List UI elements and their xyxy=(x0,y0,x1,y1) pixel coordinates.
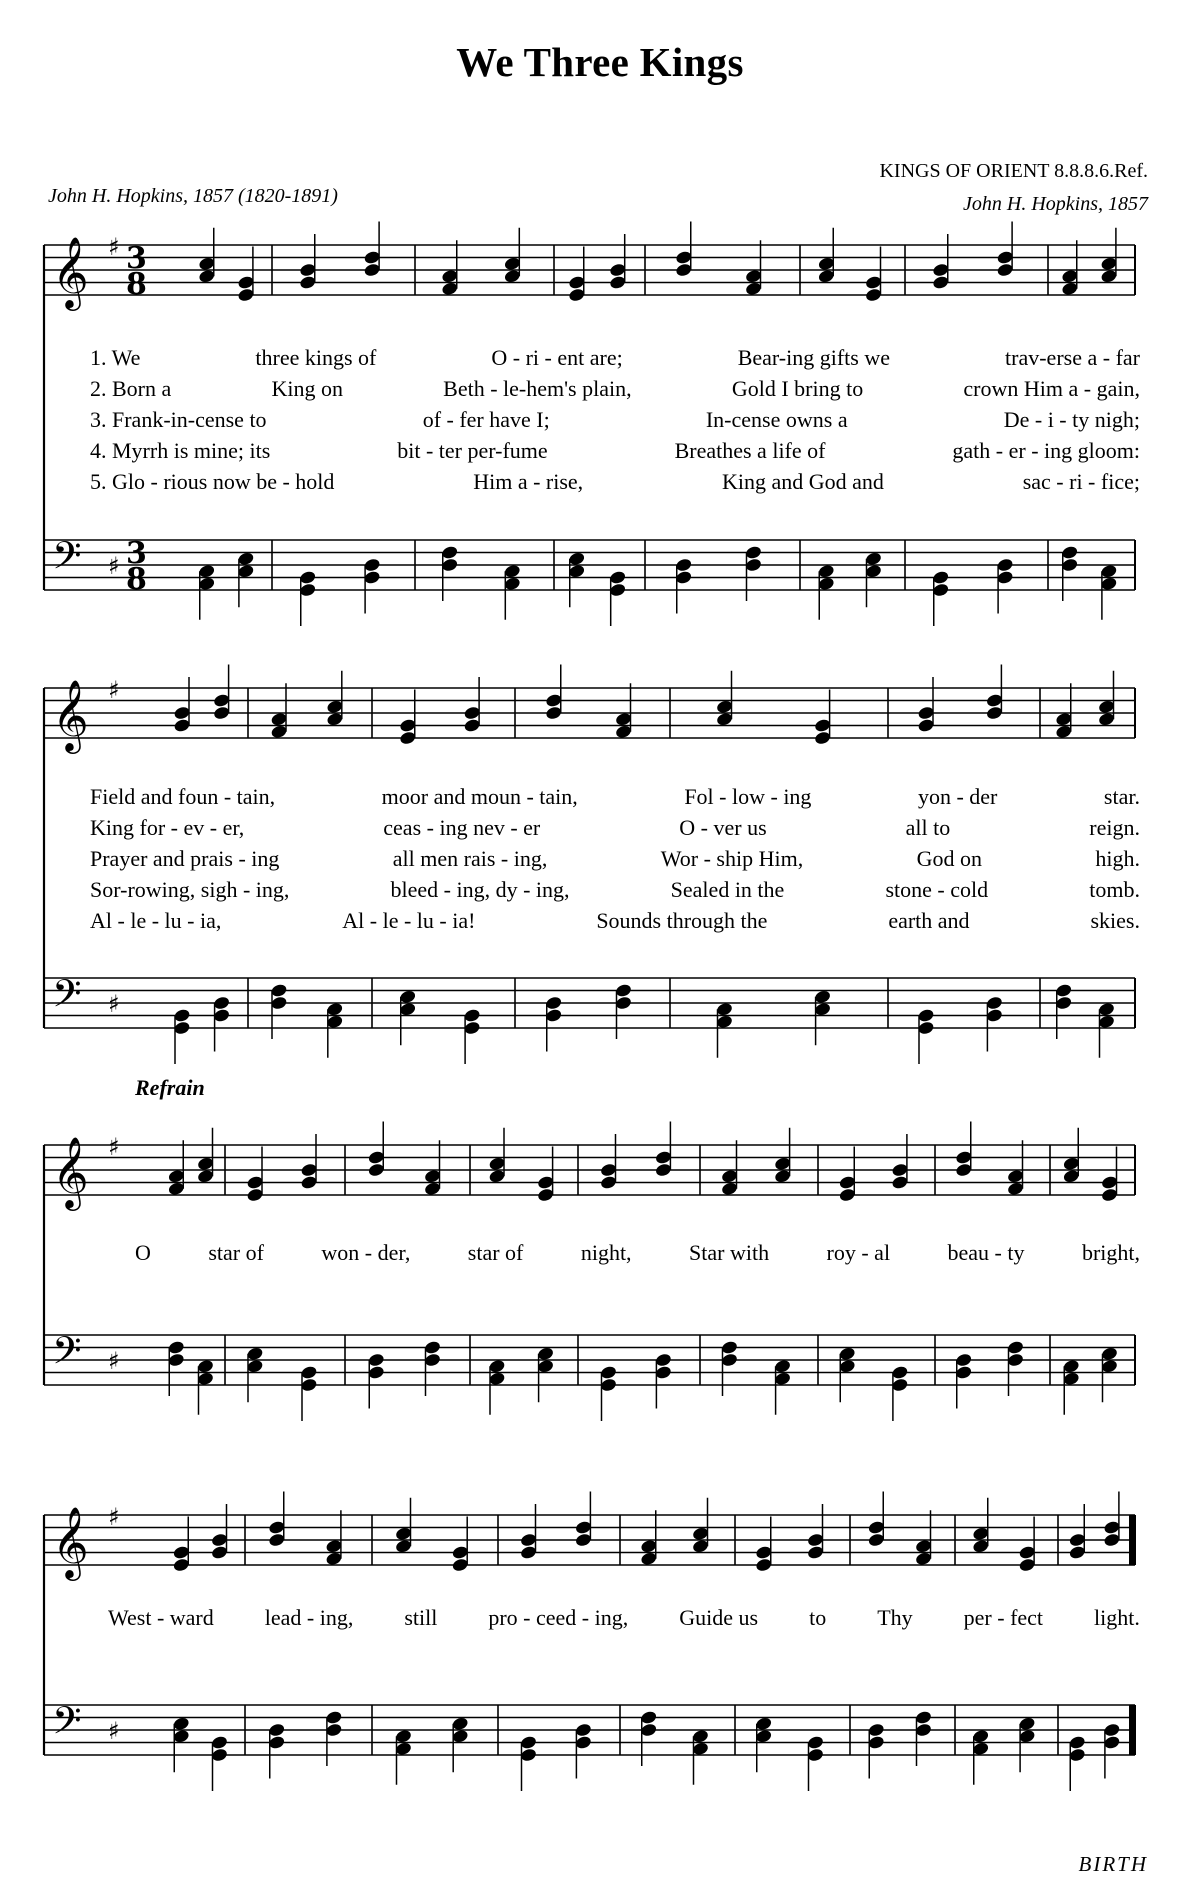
treble-clef-icon: 𝄞 xyxy=(52,1505,89,1578)
sharp-icon: ♯ xyxy=(108,1717,120,1745)
verse-2-line-1: 2. Born a King on Beth - le-hem's plain, Gold I bring to crown Him a - gain, xyxy=(90,376,1140,401)
verse-1-line-1: 1. We three kings of O - ri - ent are; Bear-ing gifts we trav-erse a - far xyxy=(90,345,1140,370)
words-author: John H. Hopkins, 1857 (1820-1891) xyxy=(48,185,338,207)
treble-clef-icon: 𝄞 xyxy=(52,1135,89,1208)
time-signature-bottom: 8 xyxy=(126,562,147,597)
verse-5-line-1: 5. Glo - rious now be - hold Him a - rise, King and God and sac - ri - fice; xyxy=(90,469,1140,494)
verse-2-line-2: King for - ev - er, ceas - ing nev - er O - ver us all to reign. xyxy=(90,815,1140,840)
final-barline xyxy=(1129,1705,1135,1755)
sharp-icon: ♯ xyxy=(108,990,120,1018)
verse-1-line-2: Field and foun - tain, moor and moun - tain, Fol - low - ing yon - der star. xyxy=(90,784,1140,809)
music-author: John H. Hopkins, 1857 xyxy=(963,193,1148,215)
sharp-icon: ♯ xyxy=(108,676,120,704)
verse-3-line-2: Prayer and prais - ing all men rais - ing, Wor - ship Him, God on high. xyxy=(90,846,1140,871)
hymn-title: We Three Kings xyxy=(456,39,744,85)
hymn-category: BIRTH xyxy=(1078,1852,1148,1876)
verse-5-line-2: Al - le - lu - ia, Al - le - lu - ia! Sounds through the earth and skies. xyxy=(90,908,1140,933)
bass-clef-icon: 𝄢 xyxy=(52,1328,82,1382)
verse-3-line-1: 3. Frank-in-cense to of - fer have I; In-cense owns a De - i - ty nigh; xyxy=(90,407,1140,432)
bass-clef-icon: 𝄢 xyxy=(52,1698,82,1752)
refrain-label: Refrain xyxy=(135,1075,205,1100)
refrain-line-2: West - ward lead - ing, still pro - ceed - ing, Guide us to Thy per - fect light. xyxy=(108,1605,1140,1630)
sharp-icon: ♯ xyxy=(108,1347,120,1375)
bass-clef-icon: 𝄢 xyxy=(52,971,82,1025)
treble-clef-icon: 𝄞 xyxy=(52,678,89,751)
sharp-icon: ♯ xyxy=(108,233,120,261)
refrain-line-1: O star of won - der, star of night, Star with roy - al beau - ty bright, xyxy=(135,1240,1140,1265)
sharp-icon: ♯ xyxy=(108,552,120,580)
treble-clef-icon: 𝄞 xyxy=(52,235,89,308)
time-signature-top: 3 xyxy=(126,241,147,276)
time-signature-bottom: 8 xyxy=(126,267,147,302)
sharp-icon: ♯ xyxy=(108,1503,120,1531)
sharp-icon: ♯ xyxy=(108,1133,120,1161)
verse-4-line-2: Sor-rowing, sigh - ing, bleed - ing, dy - ing, Sealed in the stone - cold tomb. xyxy=(90,877,1140,902)
bass-clef-icon: 𝄢 xyxy=(52,533,82,587)
verse-4-line-1: 4. Myrrh is mine; its bit - ter per-fume Breathes a life of gath - er - ing gloom: xyxy=(90,438,1140,463)
final-barline xyxy=(1129,1515,1135,1565)
time-signature-top: 3 xyxy=(126,536,147,571)
tune-name: KINGS OF ORIENT 8.8.8.6.Ref. xyxy=(879,160,1148,182)
